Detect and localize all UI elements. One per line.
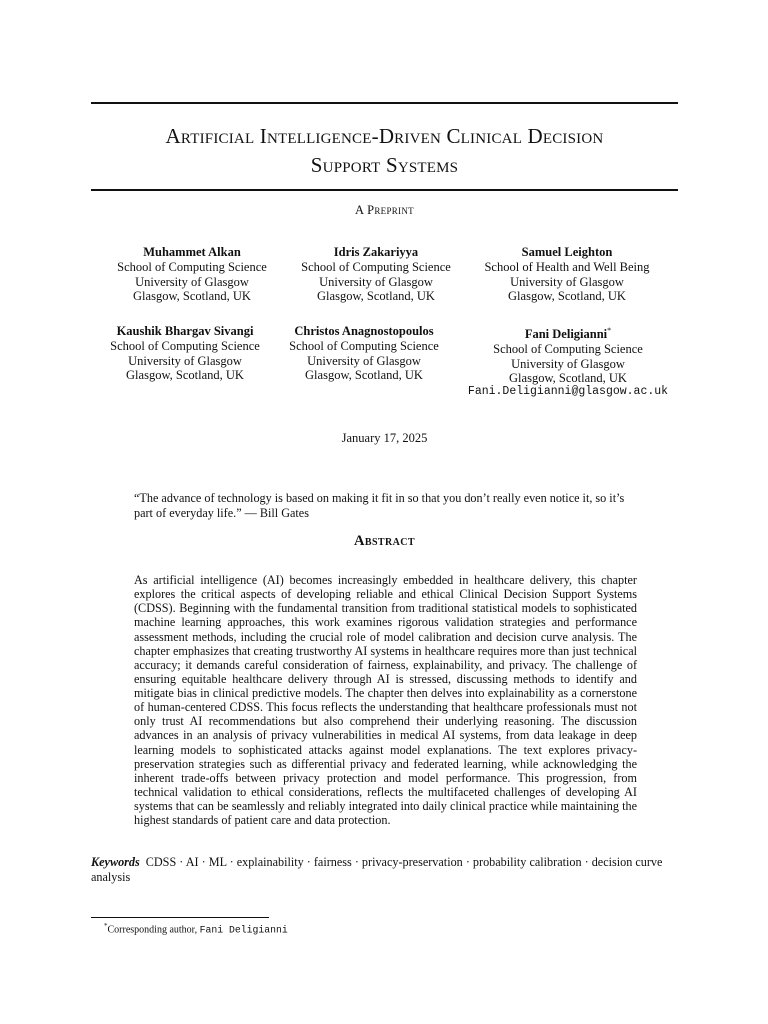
footnote	[104, 920, 288, 936]
author-department: School of Computing Science	[110, 339, 260, 354]
keywords-section	[91, 855, 681, 885]
author-email[interactable]: Fani.Deligianni@glasgow.ac.uk	[467, 385, 669, 399]
author-block	[92, 245, 292, 303]
paper-title	[91, 122, 678, 180]
author-department: School of Health and Well Being	[484, 260, 650, 275]
footnote-text: Corresponding author,	[107, 924, 200, 936]
author-location: Glasgow, Scotland, UK	[126, 367, 244, 382]
author-name: Samuel Leighton	[521, 245, 613, 259]
author-location: Glasgow, Scotland, UK	[305, 367, 423, 382]
author-location: Glasgow, Scotland, UK	[317, 288, 435, 303]
footnote-star: *	[104, 922, 108, 930]
footnote-rule	[91, 917, 269, 918]
author-block	[467, 245, 667, 303]
author-university: University of Glasgow	[128, 353, 242, 368]
author-university: University of Glasgow	[135, 274, 249, 289]
author-university: University of Glasgow	[510, 274, 624, 289]
epigraph-quote: “The advance of technology is based on making it fit in so that you don’t really even notice it, so it’s part of everyday life.” — Bill Gates	[134, 491, 625, 520]
author-university: University of Glasgow	[511, 356, 625, 371]
author-department: School of Computing Science	[301, 260, 451, 275]
author-location: Glasgow, Scotland, UK	[508, 288, 626, 303]
author-university: University of Glasgow	[307, 353, 421, 368]
author-location: Glasgow, Scotland, UK	[509, 371, 627, 386]
paper-title-line-2: Support Systems	[310, 153, 459, 177]
author-name-text: Fani Deligianni	[524, 327, 608, 342]
title-rule-top	[91, 102, 678, 104]
author-department: School of Computing Science	[117, 260, 267, 275]
author-location: Glasgow, Scotland, UK	[133, 288, 251, 303]
author-block	[85, 324, 285, 382]
title-rule-bottom	[91, 189, 678, 191]
author-block	[264, 324, 464, 382]
author-name: Kaushik Bhargav Sivangi	[116, 324, 254, 338]
abstract-heading: Abstract	[354, 533, 415, 549]
author-name: Idris Zakariyya	[333, 245, 419, 259]
preprint-label: A Preprint	[355, 203, 414, 217]
keywords-label: Keywords	[91, 855, 140, 869]
author-department: School of Computing Science	[493, 342, 643, 357]
author-name	[462, 324, 674, 341]
author-block	[276, 245, 476, 303]
author-name: Christos Anagnostopoulos	[294, 324, 434, 338]
author-block-corresponding	[462, 324, 674, 400]
keywords-list: CDSS · AI · ML · explainability · fairness · privacy-preservation · probability calibration · decision curve analysis	[91, 855, 663, 884]
publication-date: January 17, 2025	[341, 431, 428, 445]
author-name: Muhammet Alkan	[143, 245, 241, 259]
footnote-name: Fani Deligianni	[199, 924, 288, 936]
corresponding-star: *	[607, 326, 612, 335]
abstract-body: As artificial intelligence (AI) becomes increasingly embedded in healthcare delivery, this chapter explores the critical aspects of developing reliable and ethical Clinical Decision Support Systems (CDSS). Beginning with the fundamental transition from traditional statistical models to sophisticated machine learning approaches, this work examines rigorous validation strategies and performance assessment methods, including the crucial role of model calibration and decision curve analysis. The chapter emphasizes that creating trustworthy AI systems in healthcare requires more than just technical accuracy; it demands careful consideration of fairness, explainability, and privacy. The challenge of ensuring equitable healthcare delivery through AI is stressed, discussing methods to identify and mitigate bias in clinical predictive models. The chapter then delves into explainability as a cornerstone of human-centered CDSS. This focus reflects the understanding that healthcare professionals must not only trust AI recommendations but also comprehend their underlying reasoning. The discussion advances in an analysis of privacy vulnerabilities in medical AI systems, from data leakage in deep learning models to sophisticated attacks against model explanations. The text explores privacy-preservation strategies such as differential privacy and federated learning, while acknowledging the inherent trade-offs between privacy protection and model performance. This progression, from technical validation to ethical considerations, reflects the multifaceted challenges of developing AI systems that can be seamlessly and reliably integrated into daily clinical practice while maintaining the highest standards of patient care and data protection.	[134, 573, 637, 828]
author-university: University of Glasgow	[319, 274, 433, 289]
paper-title-line-1: Artificial Intelligence-Driven Clinical Decision	[165, 124, 604, 148]
author-department: School of Computing Science	[289, 339, 439, 354]
